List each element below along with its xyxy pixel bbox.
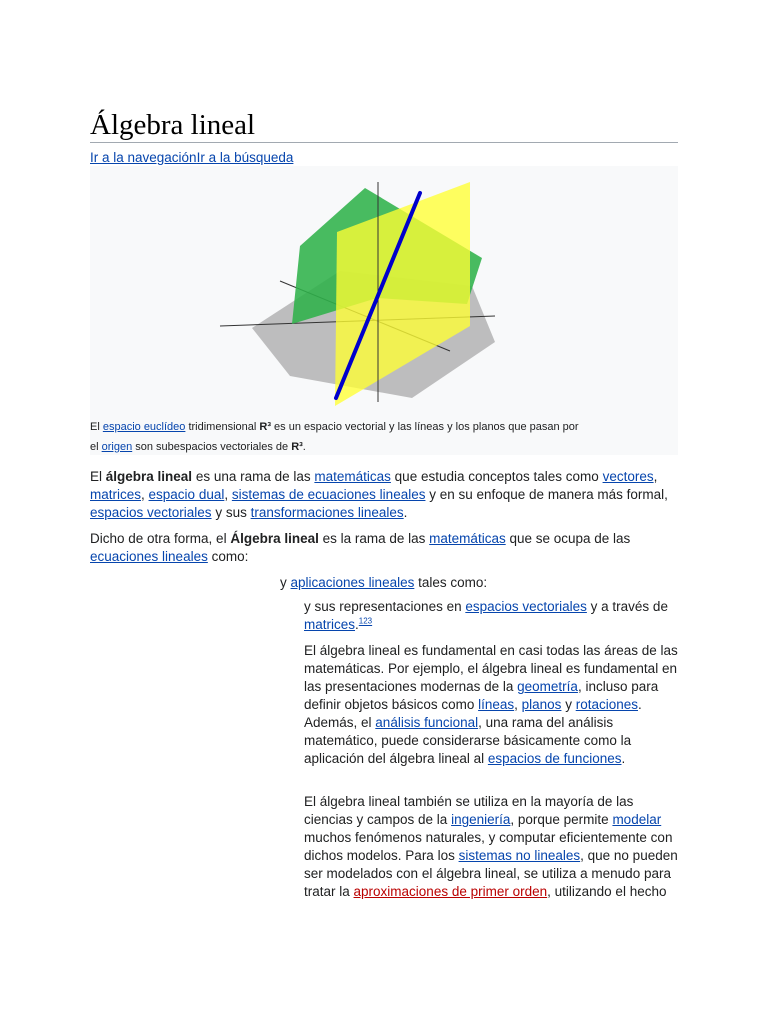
jump-links <box>90 149 293 166</box>
paragraph-definition <box>90 530 680 566</box>
caption-text: . <box>302 441 306 453</box>
matematicas-link[interactable]: matemáticas <box>429 531 506 546</box>
analisis-funcional-link[interactable]: análisis funcional <box>375 715 479 730</box>
vectores-link[interactable]: vectores <box>602 469 654 484</box>
text: El álgebra lineal también se utiliza en la mayoría de las ciencias y campos de la <box>304 794 634 827</box>
text: y <box>280 575 291 590</box>
geometria-link[interactable]: geometría <box>517 679 578 694</box>
caption-r3: R³ <box>259 421 271 433</box>
text: y a través de <box>586 599 668 614</box>
matematicas-link[interactable]: matemáticas <box>314 469 391 484</box>
text: . <box>355 617 359 632</box>
espacios-vectoriales-link[interactable]: espacios vectoriales <box>465 599 587 614</box>
figure-box <box>90 166 678 455</box>
caption-r3: R³ <box>291 441 303 453</box>
paragraph-intro <box>90 468 680 522</box>
text: tales como: <box>414 575 488 590</box>
text: que se ocupa de las <box>505 531 631 546</box>
matrices-link[interactable]: matrices <box>90 487 142 502</box>
text: , incluso para definir objetos básicos como <box>304 679 659 712</box>
text: , <box>141 487 149 502</box>
espacios-de-funciones-link[interactable]: espacios de funciones <box>487 751 622 766</box>
matrices-link[interactable]: matrices <box>304 617 356 632</box>
text: , <box>514 697 522 712</box>
sistemas-no-lineales-link[interactable]: sistemas no lineales <box>458 848 581 863</box>
text: muchos fenómenos naturales, y computar eficientemente con dichos modelos. Para los <box>304 830 673 863</box>
modelar-link[interactable]: modelar <box>612 812 662 827</box>
text: , porque permite <box>510 812 613 827</box>
term: álgebra lineal <box>105 469 193 484</box>
text: , <box>224 487 232 502</box>
text: que estudia conceptos tales como <box>390 469 603 484</box>
text: El <box>90 469 106 484</box>
term: Álgebra lineal <box>230 531 319 546</box>
reference-links[interactable]: 123 <box>358 616 373 626</box>
planos-link[interactable]: planos <box>521 697 562 712</box>
text: y sus <box>211 505 251 520</box>
text: como: <box>207 549 249 564</box>
caption-text: tridimensional <box>185 421 260 433</box>
origen-link[interactable]: origen <box>101 441 133 453</box>
espacio-dual-link[interactable]: espacio dual <box>148 487 225 502</box>
text: , una rama del análisis matemático, puede considerarse básicamente como la aplicación del álgebra lineal al <box>304 715 632 766</box>
espacio-euclideo-link[interactable]: espacio euclídeo <box>102 421 186 433</box>
caption-text: son subespacios vectoriales de <box>132 441 292 453</box>
paragraph-fundamental <box>304 642 684 768</box>
aproximaciones-primer-orden-link[interactable]: aproximaciones de primer orden <box>353 884 548 899</box>
espacios-vectoriales-link[interactable]: espacios vectoriales <box>90 505 212 520</box>
text: . Además, el <box>304 697 642 730</box>
page-title: Álgebra lineal <box>90 109 256 141</box>
caption-text: el <box>90 441 102 453</box>
text: y en su enfoque de manera más formal, <box>425 487 668 502</box>
text: El álgebra lineal es fundamental en casi todas las áreas de las matemáticas. Por ejemplo, el álgebra lineal es fundamental en las presentaciones modernas de la <box>304 643 678 694</box>
paragraph-representaciones <box>304 598 684 634</box>
figure-caption <box>90 417 670 457</box>
subspaces-illustration[interactable] <box>90 166 678 416</box>
ingenieria-link[interactable]: ingeniería <box>451 812 511 827</box>
transformaciones-lineales-link[interactable]: transformaciones lineales <box>250 505 404 520</box>
text: , <box>653 469 658 484</box>
paragraph-aplicaciones-ciencia <box>304 793 684 901</box>
sistemas-ecuaciones-link[interactable]: sistemas de ecuaciones lineales <box>231 487 426 502</box>
rotaciones-link[interactable]: rotaciones <box>575 697 638 712</box>
jump-to-navigation-link[interactable]: Ir a la navegación <box>90 150 197 165</box>
text: es una rama de las <box>192 469 315 484</box>
text: . <box>403 505 408 520</box>
text: . <box>621 751 626 766</box>
aplicaciones-lineales-link[interactable]: aplicaciones lineales <box>290 575 415 590</box>
lineas-link[interactable]: líneas <box>478 697 515 712</box>
caption-text: es un espacio vectorial y las líneas y los planos que pasan por <box>271 421 579 433</box>
title-divider <box>90 142 678 143</box>
jump-to-search-link[interactable]: Ir a la búsqueda <box>196 150 294 165</box>
caption-text: El <box>90 421 103 433</box>
ecuaciones-lineales-link[interactable]: ecuaciones lineales <box>90 549 208 564</box>
text: y sus representaciones en <box>304 599 466 614</box>
paragraph-aplicaciones <box>280 574 680 592</box>
text: , que no pueden ser modelados con el álgebra lineal, se utiliza a menudo para tratar la <box>304 848 678 899</box>
text: y <box>561 697 576 712</box>
text: es la rama de las <box>318 531 430 546</box>
text: Dicho de otra forma, el <box>90 531 231 546</box>
text: , utilizando el hecho <box>547 884 667 899</box>
